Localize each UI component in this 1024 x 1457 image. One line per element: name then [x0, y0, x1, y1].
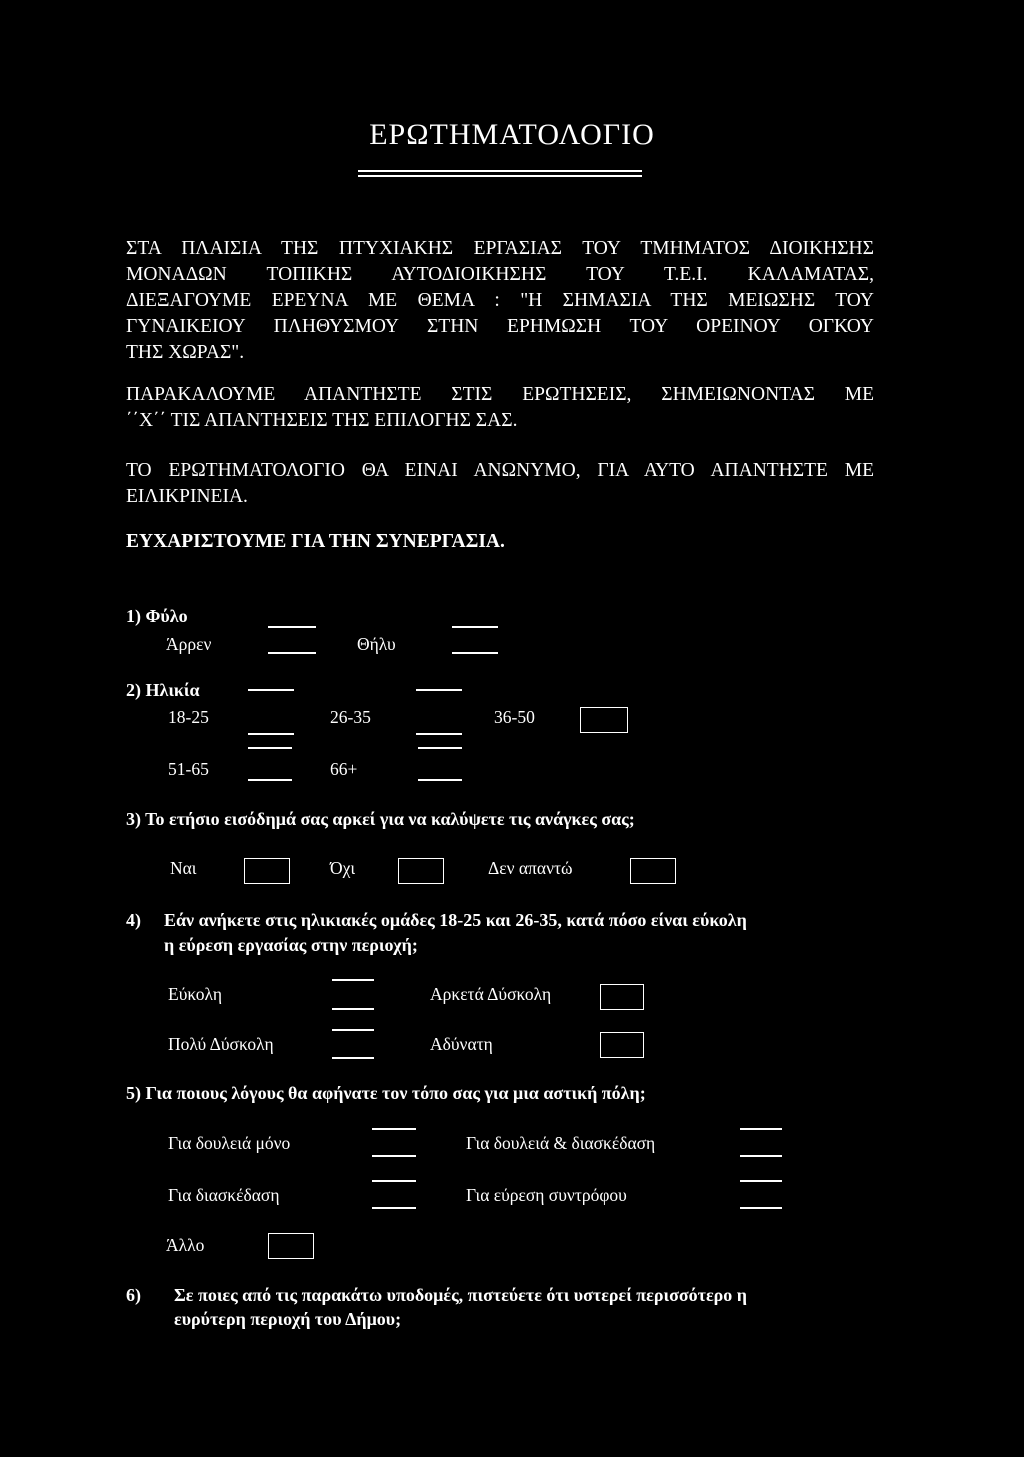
intro-paragraph-3: ΤΟ ΕΡΩΤΗΜΑΤΟΛΟΓΙΟ ΘΑ ΕΙΝΑΙ ΑΝΩΝΥΜΟ, ΓΙΑ ΑΥΤΟ ΑΠΑΝΤΗΣΤΕ ΜΕ ΕΙΛΙΚΡΙΝΕΙΑ. — [126, 460, 874, 507]
intro-paragraph-1: ΣΤΑ ΠΛΑΙΣΙΑ ΤΗΣ ΠΤΥΧΙΑΚΗΣ ΕΡΓΑΣΙΑΣ ΤΟΥ ΤΜΗΜΑΤΟΣ ΔΙΟΙΚΗΣΗΣ ΜΟΝΑΔΩΝ ΤΟΠΙΚΗΣ ΑΥΤΟΔΙΟΙΚΗΣΗΣ ΤΟΥ Τ.Ε.Ι. ΚΑΛΑΜΑΤΑΣ, ΔΙΕΞΑΓΟΥΜΕ ΕΡΕΥΝΑ ΜΕ ΘΕΜΑ : "Η ΣΗΜΑΣΙΑ ΤΗΣ ΜΕΙΩΣΗΣ ΤΟΥ ΓΥΝΑΙΚΕΙΟΥ ΠΛΗΘΥΣΜΟΥ ΣΤΗΝ ΕΡΗΜΩΣΗ ΤΟΥ ΟΡΕΙΝΟΥ ΟΓΚΟΥ ΤΗΣ ΧΩΡΑΣ". — [126, 238, 874, 363]
option-male: Άρρεν — [166, 634, 212, 654]
intro-paragraph-2: ΠΑΡΑΚΑΛΟΥΜΕ ΑΠΑΝΤΗΣΤΕ ΣΤΙΣ ΕΡΩΤΗΣΕΙΣ, ΣΗΜΕΙΩΝΟΝΤΑΣ ΜΕ ΄΄Χ΄΄ ΤΙΣ ΑΠΑΝΤΗΣΕΙΣ ΤΗΣ ΕΠΙΛΟΓΗΣ ΣΑΣ. — [126, 384, 874, 431]
title-underline — [358, 170, 642, 172]
option-no-answer: Δεν απαντώ — [488, 858, 573, 878]
option-age-18-25: 18-25 — [168, 707, 209, 727]
question-4-number: 4) — [126, 910, 141, 930]
option-fairly-difficult: Αρκετά Δύσκολη — [430, 984, 552, 1004]
option-age-26-35: 26-35 — [330, 707, 371, 727]
answer-line — [332, 979, 374, 981]
question-6-line-2: ευρύτερη περιοχή του Δήμου; — [174, 1309, 402, 1329]
option-other: Άλλο — [166, 1235, 205, 1255]
answer-line — [452, 626, 498, 628]
answer-line — [248, 689, 294, 691]
checkbox-yes[interactable] — [244, 858, 290, 884]
option-age-51-65: 51-65 — [168, 759, 209, 779]
answer-line-age-26-35[interactable] — [416, 733, 462, 735]
answer-line — [268, 626, 316, 628]
checkbox-other[interactable] — [268, 1233, 314, 1259]
answer-line — [418, 747, 462, 749]
question-6-line-1: Σε ποιες από τις παρακάτω υποδομές, πιστεύετε ότι υστερεί περισσότερο η — [174, 1285, 747, 1305]
option-age-66-plus: 66+ — [330, 759, 358, 779]
answer-line — [372, 1180, 416, 1182]
option-entertainment: Για διασκέδαση — [168, 1185, 280, 1205]
question-1-label: 1) Φύλο — [126, 606, 188, 626]
checkbox-age-36-50[interactable] — [580, 707, 628, 733]
question-5-label: 5) Για ποιους λόγους θα αφήνατε τον τόπο σας για μια αστική πόλη; — [126, 1083, 646, 1103]
option-very-difficult: Πολύ Δύσκολη — [168, 1034, 274, 1054]
thanks-line: ΕΥΧΑΡΙΣΤΟΥΜΕ ΓΙΑ ΤΗΝ ΣΥΝΕΡΓΑΣΙΑ. — [126, 531, 505, 552]
answer-line-easy[interactable] — [332, 1008, 374, 1010]
answer-line — [248, 747, 292, 749]
answer-line-age-18-25[interactable] — [248, 733, 294, 735]
option-no: Όχι — [330, 858, 356, 878]
question-6-number: 6) — [126, 1285, 141, 1305]
option-work-only: Για δουλειά μόνο — [168, 1133, 291, 1153]
answer-line-male[interactable] — [268, 652, 316, 654]
answer-line-age-51-65[interactable] — [248, 779, 292, 781]
option-female: Θήλυ — [357, 634, 396, 654]
option-impossible: Αδύνατη — [430, 1034, 493, 1054]
title-underline — [358, 175, 642, 177]
answer-line-find-partner[interactable] — [740, 1207, 782, 1209]
option-yes: Ναι — [170, 858, 197, 878]
option-find-partner: Για εύρεση συντρόφου — [466, 1185, 627, 1205]
answer-line-work-and-fun[interactable] — [740, 1155, 782, 1157]
checkbox-impossible[interactable] — [600, 1032, 644, 1058]
question-4-line-1: Εάν ανήκετε στις ηλικιακές ομάδες 18-25 και 26-35, κατά πόσο είναι εύκολη — [164, 910, 747, 930]
question-3-label: 3) Το ετήσιο εισόδημά σας αρκεί για να καλύψετε τις ανάγκες σας; — [126, 809, 635, 829]
option-work-and-fun: Για δουλειά & διασκέδαση — [466, 1133, 656, 1153]
checkbox-no-answer[interactable] — [630, 858, 676, 884]
answer-line-female[interactable] — [452, 652, 498, 654]
page-title: ΕΡΩΤΗΜΑΤΟΛΟΓΙΟ — [369, 118, 655, 151]
answer-line-work-only[interactable] — [372, 1155, 416, 1157]
checkbox-no[interactable] — [398, 858, 444, 884]
option-age-36-50: 36-50 — [494, 707, 535, 727]
answer-line — [740, 1128, 782, 1130]
option-easy: Εύκολη — [168, 984, 223, 1004]
question-4-line-2: η εύρεση εργασίας στην περιοχή; — [164, 935, 418, 955]
answer-line — [416, 689, 462, 691]
answer-line — [372, 1128, 416, 1130]
answer-line — [740, 1180, 782, 1182]
answer-line — [332, 1029, 374, 1031]
question-2-label: 2) Ηλικία — [126, 680, 200, 700]
answer-line-entertainment[interactable] — [372, 1207, 416, 1209]
answer-line-age-66-plus[interactable] — [418, 779, 462, 781]
checkbox-fairly-difficult[interactable] — [600, 984, 644, 1010]
answer-line-very-difficult[interactable] — [332, 1057, 374, 1059]
